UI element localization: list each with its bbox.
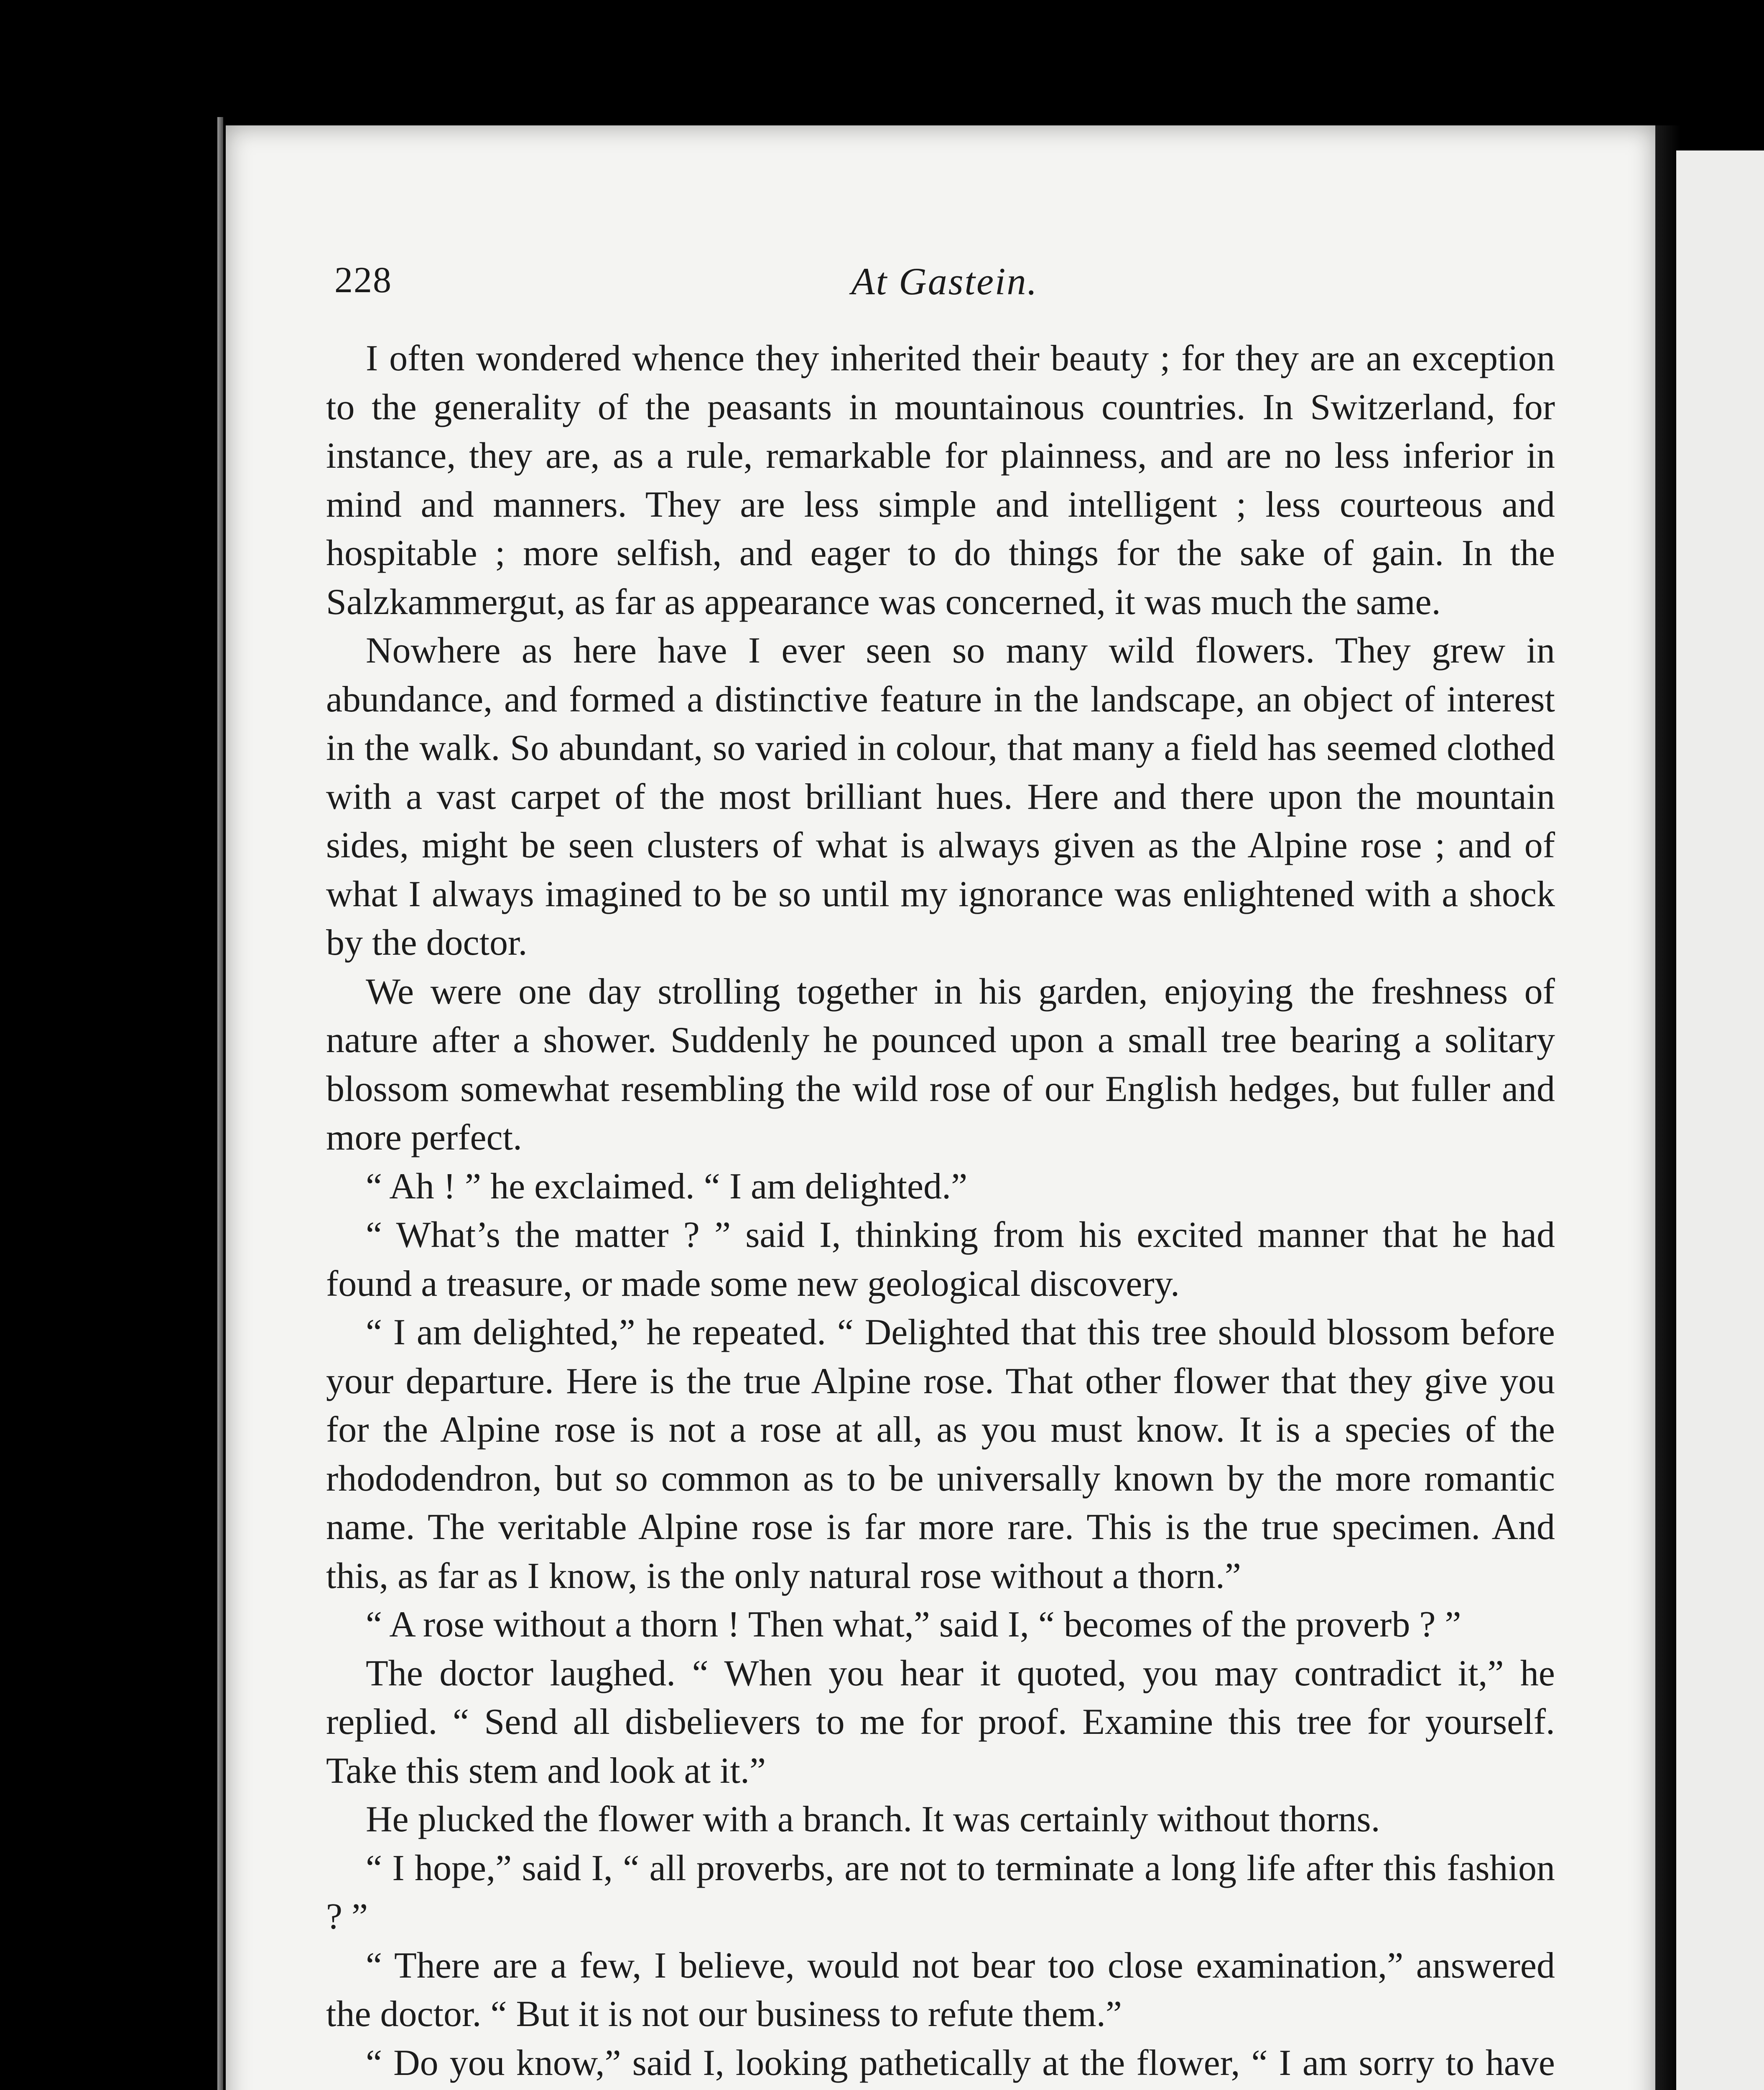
page-edge — [217, 117, 223, 2090]
body-text — [326, 334, 1555, 2090]
page-header — [334, 259, 1555, 322]
paragraph: “ Do you know,” said I, looking pathetically at the flower, “ I am sorry to have — [366, 2042, 1555, 2083]
paragraph: The doctor laughed. “ When you hear it quoted, you may contradict it,” he replied. “ Send all disbelievers to me for proof. Examine this tree for yourself. Take this stem and look at it.” — [326, 1653, 1555, 1791]
paragraph: We were one day strolling together in his garden, enjoying the freshness of nature after a shower. Suddenly he pounced upon a small tree bearing a solitary blossom somewhat resembling the wild rose of our English hedges, but fuller and more perfect. — [326, 971, 1555, 1158]
paragraph: “ Ah ! ” he exclaimed. “ I am delighted.” — [366, 1166, 968, 1207]
paragraph: Nowhere as here have I ever seen so many wild flowers. They grew in abundance, and formed a distinctive feature in the landscape, an object of interest in the walk. So abundant, so varied in colour, that many a field has seemed clothed with a vast carpet of the most brilliant hues. Here and there upon the mountain sides, might be seen clusters of what is always given as the Alpine rose ; and of what I always imagined to be so until my ignorance was enlightened with a shock by the doctor. — [326, 630, 1555, 963]
adjacent-page — [1676, 150, 1764, 2090]
page-number: 228 — [334, 260, 392, 301]
paragraph: “ I am delighted,” he repeated. “ Delighted that this tree should blossom before your departure. Here is the true Alpine rose. That other flower that they give you for the Alpine rose is not a rose at all, as you must know. It is a species of the rhododendron, but so common as to be universally known by the more romantic name. The veritable Alpine rose is far more rare. This is the true specimen. And this, as far as I know, is the only natural rose without a thorn.” — [326, 1312, 1555, 1596]
running-head: At Gastein. — [851, 260, 1038, 303]
paragraph: “ A rose without a thorn ! Then what,” said I, “ becomes of the proverb ? ” — [366, 1604, 1461, 1645]
paragraph: “ I hope,” said I, “ all proverbs, are not to terminate a long life after this fashion ? ” — [326, 1848, 1555, 1937]
paragraph: I often wondered whence they inherited their beauty ; for they are an exception to the generality of the peasants in mountainous countries. In Switzerland, for instance, they are, as a rule, remarkable for plainness, and are no less inferior in mind and manners. They are less simple and intelligent ; less courteous and hospitable ; more selfish, and eager to do things for the sake of gain. In the Salzkammergut, as far as appearance was concerned, it was much the same. — [326, 338, 1555, 622]
paragraph: He plucked the flower with a branch. It was certainly without thorns. — [366, 1799, 1380, 1840]
paragraph: “ What’s the matter ? ” said I, thinking from his excited manner that he had found a treasure, or made some new geological discovery. — [326, 1215, 1555, 1304]
paragraph: “ There are a few, I believe, would not bear too close examination,” answered the doctor. “ But it is not our business to refute them.” — [326, 1945, 1555, 2034]
